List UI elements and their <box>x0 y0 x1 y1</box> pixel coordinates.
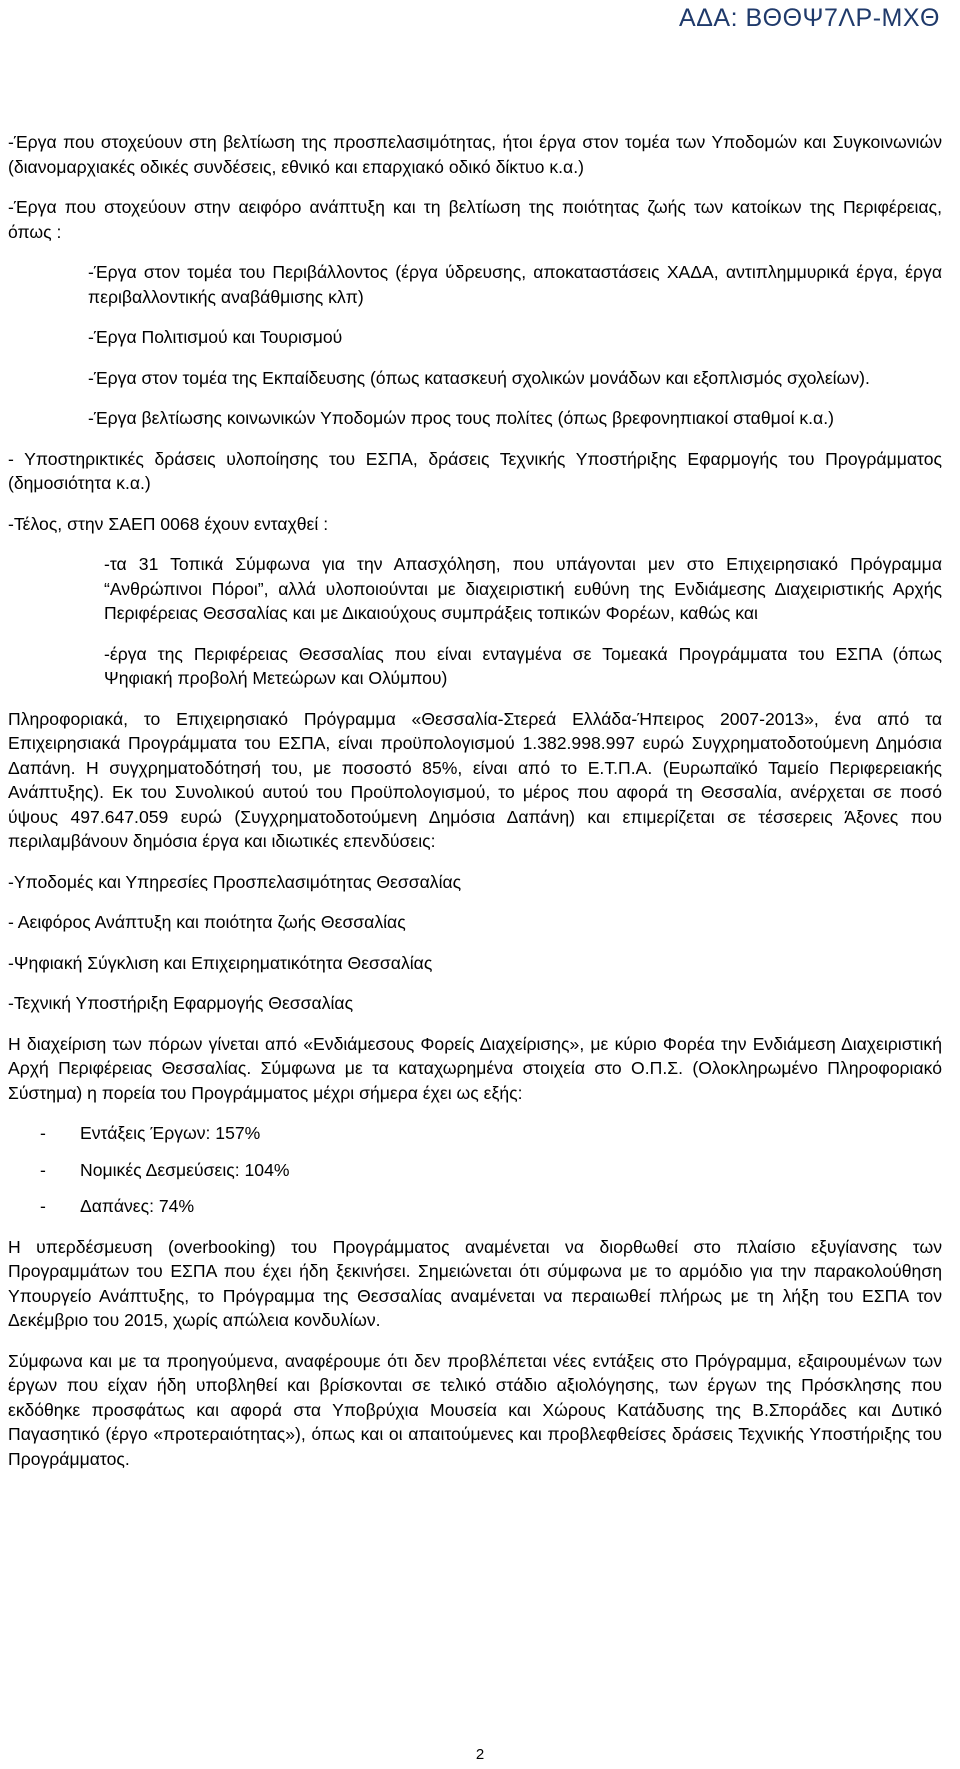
paragraph-infrastructure: -Έργα που στοχεύουν στη βελτίωση της προσπελασιμότητας, ήτοι έργα στον τομέα των Υποδομών και Συγκοινωνιών (διανομαρχιακές οδικές συνδέσεις, εθνικό και επαρχιακό οδικό δίκτυο κ.α.) <box>8 132 942 177</box>
paragraph-conclusion: Σύμφωνα και με τα προηγούμενα, αναφέρουμε ότι δεν προβλέπεται νέες εντάξεις στο Πρόγραμμα, εξαιρουμένων των έργων που είχαν ήδη υποβληθεί και βρίσκονται σε τελικό στάδιο αξιολόγησης, των έργων της Πρόσκλησης που εκδόθηκε προσφάτως και αφορά στα Υποβρύχια Μουσεία και Χώρους Κατάδυσης της Β.Σποράδες και Δυτικό Παγασητικό (έργο «προτεραιότητας»), όπως και οι απαιτούμενες και προβλεφθείσες δράσεις Τεχνικής Υποστήριξης του Προγράμματος. <box>8 1350 942 1469</box>
paragraph-sectoral-projects: -έργα της Περιφέρειας Θεσσαλίας που είναι ενταγμένα σε Τομεακά Προγράμματα του ΕΣΠΑ (όπως Ψηφιακή προβολή Μετεώρων και Ολύμπου) <box>104 643 942 688</box>
progress-item <box>8 1194 942 1219</box>
axis-item-1: -Υποδομές και Υπηρεσίες Προσπελασιμότητας Θεσσαλίας <box>8 871 462 892</box>
list-dash: - <box>40 1159 46 1180</box>
paragraph-social-infrastructure: -Έργα βελτίωσης κοινωνικών Υποδομών προς τους πολίτες (όπως βρεφονηπιακοί σταθμοί κ.α.) <box>88 408 834 428</box>
progress-item <box>8 1121 942 1146</box>
progress-list <box>8 1121 942 1219</box>
list-dash: - <box>40 1196 46 1216</box>
axis-item-4: -Τεχνική Υποστήριξη Εφαρμογής Θεσσαλίας <box>8 993 354 1013</box>
page-number: 2 <box>475 1746 485 1763</box>
paragraph-local-pacts: -τα 31 Τοπικά Σύμφωνα για την Απασχόληση, που υπάγονται μεν στο Επιχειρησιακό Πρόγραμμα “Ανθρώπινοι Πόροι”, αλλά υλοποιούνται με διαχειριστική ευθύνη της Ενδιάμεσης Διαχειριστικής Αρχής Περιφέρειας Θεσσαλίας και με Δικαιούχους συμπράξεις τοπικών Φορέων, καθώς και <box>104 554 942 623</box>
document-body <box>8 130 942 1487</box>
paragraph-management: Η διαχείριση των πόρων γίνεται από «Ενδιάμεσους Φορείς Διαχείρισης», με κύριο Φορέα την Ενδιάμεση Διαχειριστική Αρχή Περιφέρειας Θεσσαλίας. Σύμφωνα με τα καταχωρημένα στοιχεία στο Ο.Π.Σ. (Ολοκληρωμένο Πληροφοριακό Σύστημα) η πορεία του Προγράμματος μέχρι σήμερα έχει ως εξής: <box>8 1033 942 1103</box>
paragraph-environment: -Έργα στον τομέα του Περιβάλλοντος (έργα ύδρευσης, αποκαταστάσεις ΧΑΔΑ, αντιπλημμυρικά έργα, έργα περιβαλλοντικής αναβάθμισης κλπ) <box>88 262 942 307</box>
paragraph-sustainable-development: -Έργα που στοχεύουν στην αειφόρο ανάπτυξη και τη βελτίωση της ποιότητας ζωής των κατοίκων της Περιφέρειας, όπως : <box>8 197 942 242</box>
progress-text: Νομικές Δεσμεύσεις: 104% <box>80 1159 290 1180</box>
paragraph-culture-tourism: -Έργα Πολιτισμού και Τουρισμού <box>88 327 343 347</box>
ada-code: ΑΔΑ: ΒΘΘΨ7ΛΡ-ΜΧΘ <box>679 4 940 32</box>
axis-item-3: -Ψηφιακή Σύγκλιση και Επιχειρηματικότητα Θεσσαλίας <box>8 952 433 973</box>
paragraph-education: -Έργα στον τομέα της Εκπαίδευσης (όπως κατασκευή σχολικών μονάδων και εξοπλισμός σχολείων). <box>88 367 870 388</box>
progress-item <box>8 1158 942 1183</box>
axis-item-2: - Αειφόρος Ανάπτυξη και ποιότητα ζωής Θεσσαλίας <box>8 912 406 932</box>
paragraph-operational-programme: Πληροφοριακά, το Επιχειρησιακό Πρόγραμμα «Θεσσαλία-Στερεά Ελλάδα-Ήπειρος 2007-2013», ένα από τα Επιχειρησιακά Προγράμματα του ΕΣΠΑ, είναι προϋπολογισμού 1.382.998.997 ευρώ Συγχρηματοδοτούμενη Δημόσια Δαπάνη. Η συγχρηματοδότησή του, με ποσοστό 85%, είναι από το Ε.Τ.Π.Α. (Ευρωπαϊκό Ταμείο Περιφερειακής Ανάπτυξης). Εκ του Συνολικού αυτού του Προϋπολογισμού, το μέρος που αφορά τη Θεσσαλία, ανέρχεται σε ποσό ύψους 497.647.059 ευρώ (Συγχρηματοδοτούμενη Δημόσια Δαπάνη) και επιμερίζεται σε τέσσερεις Άξονες που περιλαμβάνουν δημόσια έργα και ιδιωτικές επενδύσεις: <box>8 708 942 851</box>
paragraph-overbooking: Η υπερδέσμευση (overbooking) του Προγράμματος αναμένεται να διορθωθεί στο πλαίσιο εξυγίανσης των Προγραμμάτων του ΕΣΠΑ που έχει ήδη ξεκινήσει. Σημειώνεται ότι σύμφωνα με το αρμόδιο για την παρακολούθηση Υπουργείο Ανάπτυξης, το Πρόγραμμα της Θεσσαλίας αναμένεται να περαιωθεί πλήρως με τη λήξη του ΕΣΠΑ τον Δεκέμβριο του 2015, χωρίς απώλεια κονδυλίων. <box>8 1236 942 1330</box>
paragraph-saep: -Τέλος, στην ΣΑΕΠ 0068 έχουν ενταχθεί : <box>8 513 329 534</box>
paragraph-support-actions: - Υποστηρικτικές δράσεις υλοποίησης του ΕΣΠΑ, δράσεις Τεχνικής Υποστήριξης Εφαρμογής του Προγράμματος (δημοσιότητα κ.α.) <box>8 448 942 493</box>
progress-text: Δαπάνες: 74% <box>80 1196 195 1216</box>
list-dash: - <box>40 1123 46 1143</box>
progress-text: Εντάξεις Έργων: 157% <box>80 1123 261 1143</box>
